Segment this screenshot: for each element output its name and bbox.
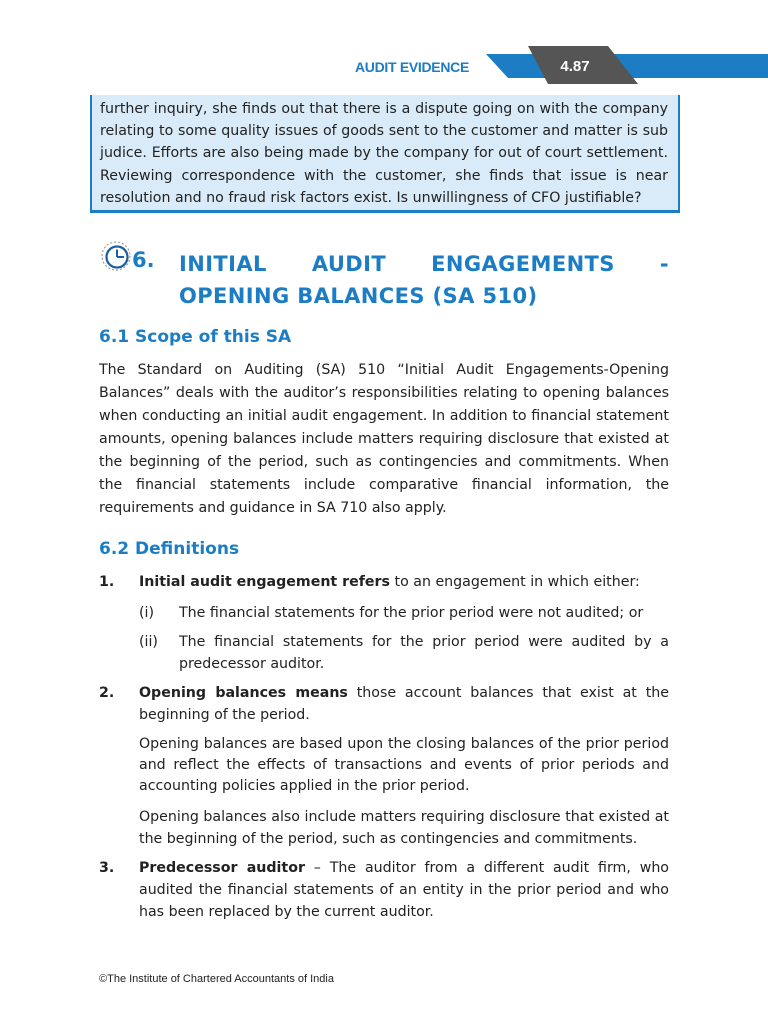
scope-paragraph: The Standard on Auditing (SA) 510 “Initial Audit Engagements-Opening Balances” deals with the auditor’s responsibilities relating to opening balances when conducting an initial audit engagement. In addition to financial statement amounts, opening balances include matters requiring disclosure that existed at the beginning of the period, such as contingencies and commitments. When the financial statements include comparative financial information, the requirements and guidance in SA 710 also apply. [99, 362, 669, 516]
definition-number: 3. [99, 860, 115, 876]
definition-text: – The auditor from a different audit firm, who audited the financial statements of an entity in the prior period and who has been replaced by the current auditor. [139, 860, 669, 920]
definition-term: Predecessor auditor [139, 860, 305, 876]
case-study-box [90, 95, 680, 213]
definition-paragraph: Opening balances are based upon the closing balances of the prior period and reflect the effects of transactions and events of prior periods and accounting policies applied in the prior period. [139, 736, 669, 794]
definition-item [139, 857, 669, 923]
definition-number: 1. [99, 574, 115, 590]
definition-text: those account balances that exist at the beginning of the period. [139, 685, 669, 723]
definition-term: Initial audit engagement refers [139, 574, 390, 590]
section-title: INITIAL AUDIT ENGAGEMENTS - OPENING BALANCES (SA 510) [179, 252, 669, 308]
subsection-heading-scope: 6.1 Scope of this SA [99, 327, 292, 347]
definition-paragraph: Opening balances also include matters requiring disclosure that existed at the beginning of the period, such as contingencies and commitments. [139, 809, 669, 847]
sub-item-number: (i) [139, 605, 155, 621]
definition-number: 2. [99, 685, 115, 701]
sub-item-text: The financial statements for the prior period were audited by a predecessor auditor. [179, 634, 669, 672]
case-study-text: further inquiry, she finds out that there is a dispute going on with the company relating to some quality issues of goods sent to the customer and matter is sub judice. Efforts are also being made by the company for out of court settlement. Reviewing correspondence with the customer, she finds that issue is near resolution and no fraud risk factors exist. Is unwillingness of CFO justifiable? [100, 101, 668, 206]
subsection-heading-definitions: 6.2 Definitions [99, 539, 240, 559]
running-header-title: AUDIT EVIDENCE [354, 59, 470, 75]
definition-item [139, 682, 669, 726]
definition-item [139, 571, 669, 593]
sub-item-text: The financial statements for the prior period were not audited; or [179, 605, 644, 621]
sub-item-number: (ii) [139, 634, 158, 650]
page-number: 4.87 [560, 58, 590, 75]
definition-text: to an engagement in which either: [390, 574, 640, 590]
clock-icon [99, 240, 133, 272]
definition-term: Opening balances means [139, 685, 348, 701]
section-number: 6. [132, 248, 155, 272]
page-footer: ©The Institute of Chartered Accountants of India [99, 973, 334, 985]
